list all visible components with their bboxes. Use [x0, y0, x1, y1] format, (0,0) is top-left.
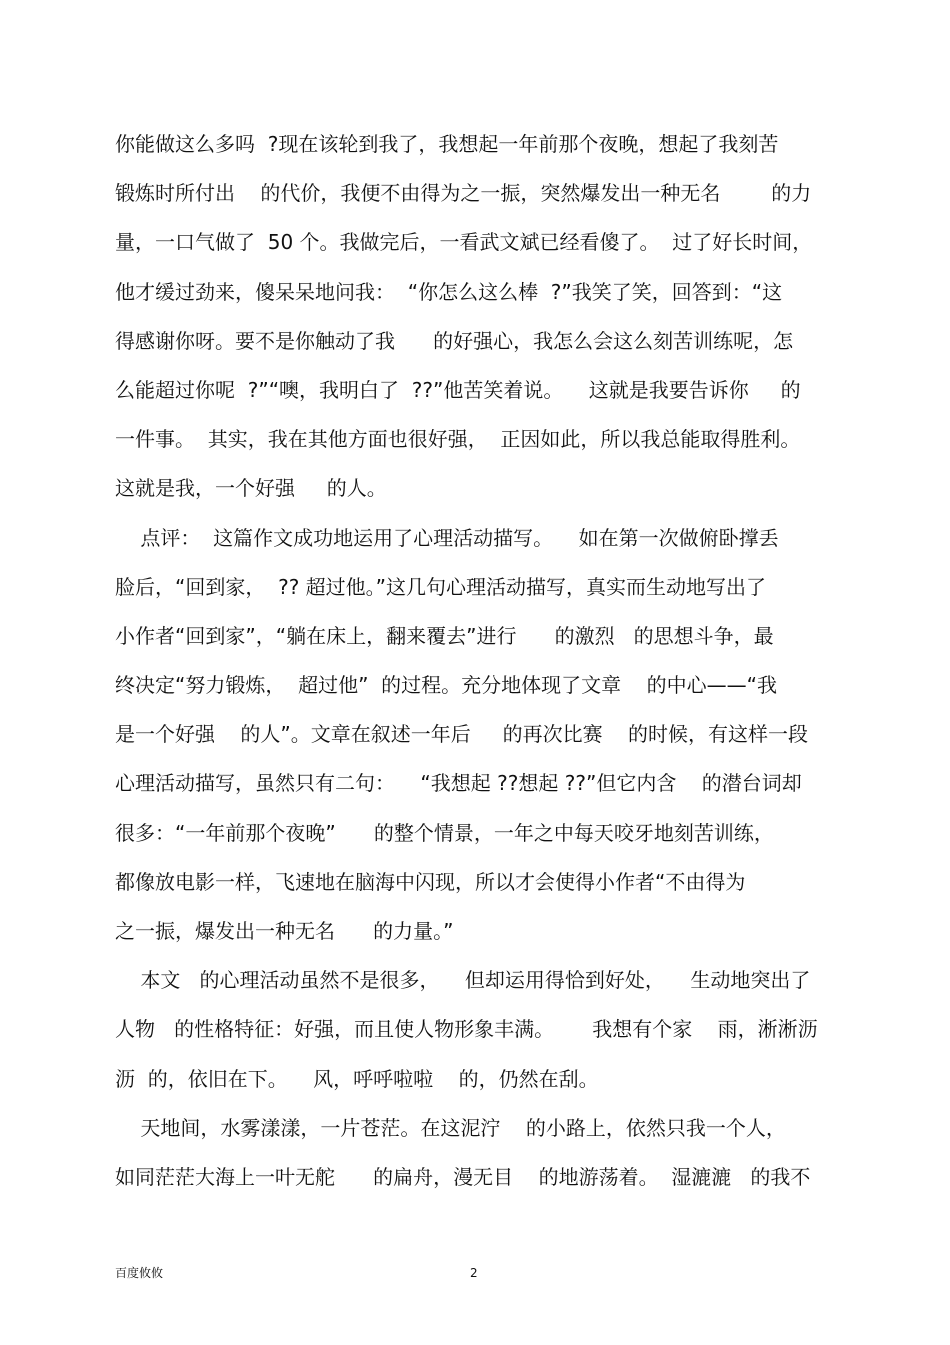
text-line: 得感谢你呀。要不是你触动了我 的好强心，我怎么会这么刻苦训练呢，怎 [115, 328, 794, 353]
text-line: 心理活动描写，虽然只有二句： “我想起 ??想起 ??”但它内含 的潜台词却 [115, 771, 802, 796]
text-line: 量，一口气做了 50 个。我做完后，一看武文斌已经看傻了。 过了好长时间， [115, 230, 813, 255]
text-line: 如同茫茫大海上一叶无舵 的扁舟，漫无目 的地游荡着。 湿漉漉 的我不 [115, 1164, 811, 1189]
text-line: 人物 的性格特征：好强，而且使人物形象丰满。 我想有个家 雨，淅淅沥 [115, 1017, 818, 1042]
text-line: 很多：“一年前那个夜晚” 的整个情景，一年之中每天咬牙地刻苦训练， [115, 820, 774, 845]
text-line: 你能做这么多吗 ?现在该轮到我了，我想起一年前那个夜晚，想起了我刻苦 [115, 132, 779, 156]
text-line: 本文 的心理活动虽然不是很多， 但却运用得恰到好处， 生动地突出了 [115, 968, 811, 993]
text-line: 是一个好强 的人”。文章在叙述一年后 的再次比赛 的时候，有这样一段 [115, 722, 809, 747]
footer-source-label: 百度攸攸 [115, 1266, 164, 1280]
text-line: 小作者“回到家”，“躺在床上，翻来覆去”进行 的激烈 的思想斗争，最 [115, 623, 774, 648]
text-line: 都像放电影一样，飞速地在脑海中闪现，所以才会使得小作者“不由得为 [115, 869, 746, 894]
page-number: 2 [470, 1266, 478, 1280]
text-line: 一件事。 其实，我在其他方面也很好强， 正因如此，所以我总能取得胜利。 [115, 427, 801, 452]
text-line: 之一振，爆发出一种无名 的力量。” [115, 919, 454, 943]
text-line: 终决定“努力锻炼， 超过他” 的过程。充分地体现了文章 的中心——“我 [115, 673, 777, 698]
text-line: 天地间，水雾漾漾，一片苍茫。在这泥泞 的小路上，依然只我一个人， [115, 1115, 786, 1140]
text-line: 么能超过你呢 ?”“噢，我明白了 ??”他苦笑着说。 这就是我要告诉你 的 [115, 377, 801, 402]
text-line: 他才缓过劲来，傻呆呆地问我： “你怎么这么棒 ?”我笑了笑，回答到：“这 [115, 279, 783, 304]
text-line: 锻炼时所付出 的代价，我便不由得为之一振，突然爆发出一种无名 的力 [115, 181, 812, 206]
text-line: 沥 的，依旧在下。 风，呼呼啦啦 的，仍然在刮。 [115, 1066, 599, 1091]
text-line: 脸后，“回到家， ?? 超过他。”这几句心理活动描写，真实而生动地写出了 [115, 574, 767, 599]
body-text [115, 120, 845, 1202]
text-line: 这就是我，一个好强 的人。 [115, 476, 387, 501]
text-line: 点评： 这篇作文成功地运用了心理活动描写。 如在第一次做俯卧撑丢 [115, 525, 779, 550]
